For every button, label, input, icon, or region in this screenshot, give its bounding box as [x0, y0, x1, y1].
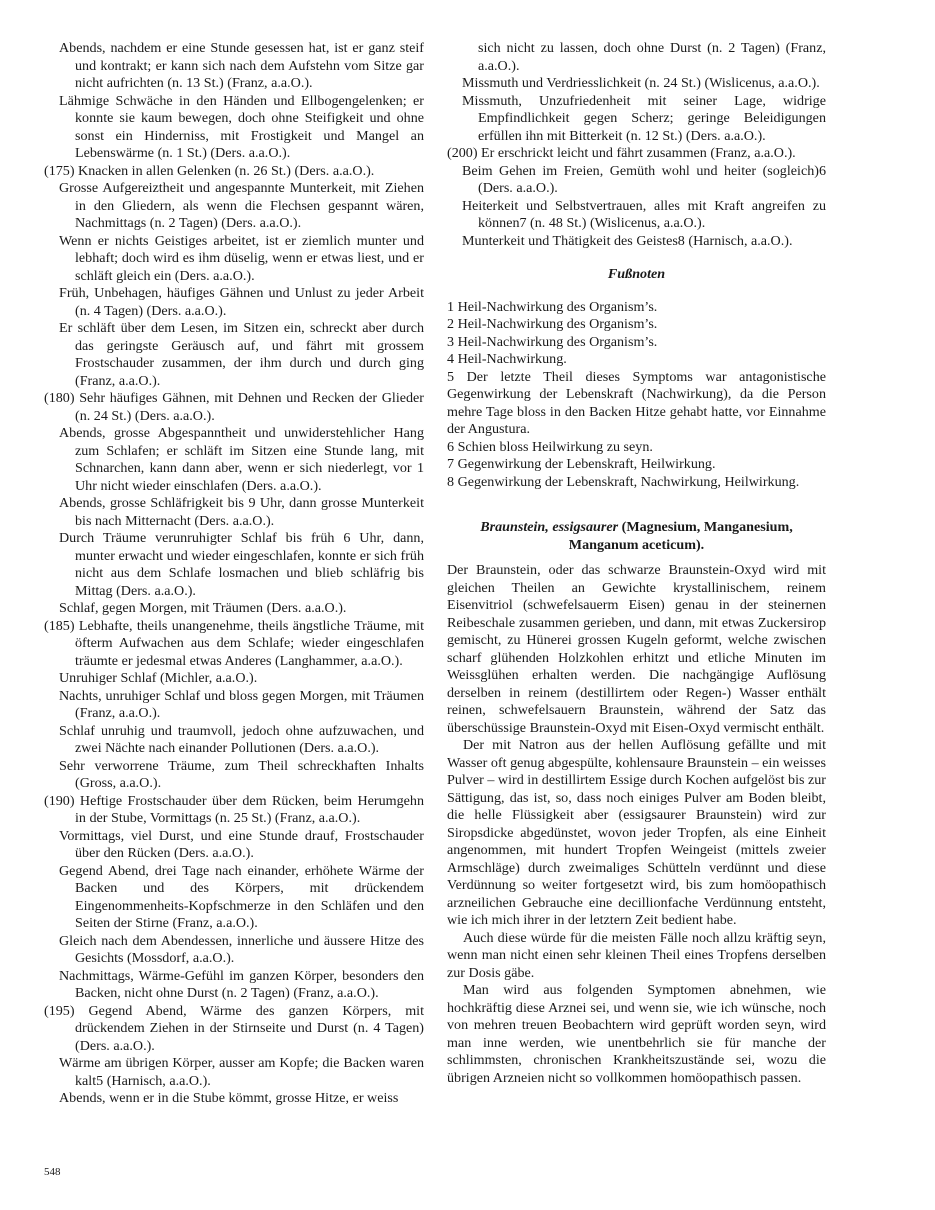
footnote-item: 1 Heil-Nachwirkung des Organism’s. — [447, 298, 658, 315]
footnote-item: 4 Heil-Nachwirkung. — [447, 351, 567, 367]
symptom-entry: (185) Lebhafte, theils unangenehme, theils ängstliche Träume, mit öfterm Aufwachen aus dem Schlafe; wieder eingeschlafen träumte er jedesmal etwas Anderes (Langhammer, a.a.O.). — [44, 617, 424, 669]
section-body — [447, 562, 826, 1087]
symptom-entry: Missmuth und Verdriesslichkeit (n. 24 St.) (Wislicenus, a.a.O.). — [462, 75, 820, 91]
symptom-entry: Schlaf unruhig und traumvoll, jedoch ohne aufzuwachen, und zwei Nächte nach einander Pollutionen (Ders. a.a.O.). — [59, 722, 424, 756]
symptom-entry: Schlaf, gegen Morgen, mit Träumen (Ders. a.a.O.). — [59, 600, 347, 616]
footnote-item: 6 Schien bloss Heilwirkung zu seyn. — [447, 438, 653, 455]
symptom-entry: Wenn er nichts Geistiges arbeitet, ist er ziemlich munter und lebhaft; doch wird es ihm düselig, wenn er etwas liest, und er schläft gleich ein (Ders. a.a.O.). — [59, 232, 424, 284]
body-paragraph: Der mit Natron aus der hellen Auflösung gefällte und mit Wasser oft genug abgespülte, kohlensaure Braunstein – ein weisses Pulver – wird in destillirtem Essige durch Kochen aufgelöst bis zur Sättigung, das ist, so, dass noch einiges Pulver am Boden bleibt, die helle Flüssigkeit aber (essigsaurer Braunstein) wird zur Siropsdicke abgedünstet, wovon jeder Tropfen, als eine Einheit angenommen, mit hundert Tropfen Weingeist (mittels zweier Armschläge) durch zweimaliges Schütteln verdünnt und diese Verdünnung so weiter fortgesetzt wird, bis zum homöopathisch arzneilichen Gebrauche eine decillionfache Verdünnung entsteht, wie ich mich ihrer in der letztern Zeit bedient habe. — [447, 737, 826, 928]
footnote-item: 7 Gegenwirkung der Lebenskraft, Heilwirkung. — [447, 456, 716, 472]
symptom-entry: Abends, grosse Schläfrigkeit bis 9 Uhr, dann grosse Munterkeit bis nach Mitternacht (Ders. a.a.O.). — [59, 495, 424, 529]
symptom-entry: Früh, Unbehagen, häufiges Gähnen und Unlust zu jeder Arbeit (n. 4 Tagen) (Ders. a.a.O.). — [59, 285, 424, 319]
footnotes-heading: Fußnoten — [607, 266, 666, 282]
symptom-entry: Gegend Abend, drei Tage nach einander, erhöhete Wärme der Backen und des Körpers, mit drückendem Eingenommenheits-Kopfschmerze in den Schläfen und den Seiten der Stirne (Franz, a.a.O.). — [59, 862, 424, 931]
symptom-entry: (195) Gegend Abend, Wärme des ganzen Körpers, mit drückendem Ziehen in der Stirnseite und Durst (n. 4 Tagen) (Ders. a.a.O.). — [44, 1002, 424, 1054]
symptom-entry: Missmuth, Unzufriedenheit mit seiner Lage, widrige Empfindlichkeit gegen Scherz; geringe Beleidigungen erfüllen ihn mit Bitterkeit (n. 12 St.) (Ders. a.a.O.). — [462, 92, 826, 144]
footnotes-list — [447, 299, 826, 492]
section-heading-italic: Braunstein, essigsaurer — [480, 519, 619, 535]
symptom-entry: (190) Heftige Frostschauder über dem Rücken, beim Herumgehn in der Stube, Vormittags (n. 25 St.) (Franz, a.a.O.). — [44, 792, 424, 826]
symptom-entry: Abends, nachdem er eine Stunde gesessen hat, ist er ganz steif und kontrakt; er kann sich nach dem Aufstehn vom Sitze gar nicht aufrichten (n. 13 St.) (Franz, a.a.O.). — [59, 40, 424, 91]
symptom-entry: Abends, wenn er in die Stube kömmt, grosse Hitze, er weiss — [59, 1090, 399, 1106]
section-heading — [447, 519, 826, 554]
symptom-entry: Gleich nach dem Abendessen, innerliche und äussere Hitze des Gesichts (Mossdorf, a.a.O.). — [59, 932, 424, 966]
symptom-entry: (200) Er erschrickt leicht und fährt zusammen (Franz, a.a.O.). — [447, 145, 796, 161]
page-number: 548 — [44, 1166, 61, 1178]
footnote-item: 2 Heil-Nachwirkung des Organism’s. — [447, 316, 658, 332]
body-paragraph: Man wird aus folgenden Symptomen abnehmen, wie hochkräftig diese Arznei sei, und wenn sie, wie ich wünsche, noch von mehren treuen Beobachtern wird geprüft worden seyn, wird man inne werden, wie unentbehrlich sie für manche der schlimmsten, chronischen Krankheitszustände sei, wozu die übrigen Arzneien nicht so vollkommen homöopathisch passen. — [447, 982, 826, 1086]
body-paragraph: Der Braunstein, oder das schwarze Braunstein-Oxyd wird mit gleichen Theilen an Gewichte krystallinischem, reinem Eisenvitriol (schwefelsauerm Eisen) genau in der steinernen Reibeschale zusammen gerieben, und dann, mit etwas Zuckersirop gemischt, zu Hünerei grossen Kugeln geformt, welche zwischen scharf glühenden Holzkohlen erhitzt und etliche Minuten im Weissglühen erhalten werden. Die nachgängige Auflösung derselben in reinem (destillirtem oder Regen-) Wasser enthält reinen, schwefelsauern Braunstein, während der Satz das überschüssige Braunstein-Oxyd mit Eisen-Oxyd vermischt enthält. — [447, 562, 826, 736]
symptom-entry: Er schläft über dem Lesen, im Sitzen ein, schreckt aber durch das geringste Geräusch auf, und fährt mit grossem Frostschauder zusammen, der ihm durch und durch ging (Franz, a.a.O.). — [59, 320, 424, 389]
symptom-list-continued — [447, 40, 826, 250]
symptom-entry: Heiterkeit und Selbstvertrauen, alles mit Kraft angreifen zu können7 (n. 48 St.) (Wislicenus, a.a.O.). — [462, 197, 826, 231]
section-heading-rest: (Magnesium, Manganesium, Manganum aceticum). — [568, 519, 793, 553]
symptom-entry: Beim Gehen im Freien, Gemüth wohl und heiter (sogleich)6 (Ders. a.a.O.). — [462, 162, 826, 196]
symptom-entry: Unruhiger Schlaf (Michler, a.a.O.). — [59, 670, 258, 686]
footnote-item: 3 Heil-Nachwirkung des Organism’s. — [447, 333, 658, 350]
symptom-entry: Wärme am übrigen Körper, ausser am Kopfe; die Backen waren kalt5 (Harnisch, a.a.O.). — [59, 1055, 424, 1089]
symptom-entry: Grosse Aufgereiztheit und angespannte Munterkeit, mit Ziehen in den Gliedern, als wenn die Flechsen gespannt wären, Nachmittags (n. 2 Tagen) (Ders. a.a.O.). — [59, 180, 424, 231]
symptom-entry: Abends, grosse Abgespanntheit und unwiderstehlicher Hang zum Schlafen; er schläft im Sitzen eine Stunde lang, mit Schnarchen, kann dann aber, wenn er sich niederlegt, vor 1 Uhr nicht wieder einschlafen (Ders. a.a.O.). — [59, 425, 424, 494]
symptom-entry: Nachts, unruhiger Schlaf und bloss gegen Morgen, mit Träumen (Franz, a.a.O.). — [59, 687, 424, 721]
footnote-item: 8 Gegenwirkung der Lebenskraft, Nachwirkung, Heilwirkung. — [447, 473, 800, 490]
footnote-item: 5 Der letzte Theil dieses Symptoms war antagonistische Gegenwirkung der Lebenskraft (Nachwirkung), da die Person mehre Tage bloss in den Backen Hitze gehabt hatte, vor Einnahme der Angustura. — [447, 368, 826, 437]
symptom-entry: sich nicht zu lassen, doch ohne Durst (n. 2 Tagen) (Franz, a.a.O.). — [478, 40, 826, 74]
symptom-entry: Munterkeit und Thätigkeit des Geistes8 (Harnisch, a.a.O.). — [462, 232, 793, 249]
symptom-entry: Vormittags, viel Durst, und eine Stunde drauf, Frostschauder über den Rücken (Ders. a.a.O.). — [59, 827, 424, 861]
symptom-entry: Lähmige Schwäche in den Händen und Ellbogengelenken; er konnte sie kaum bewegen, doch ohne Steifigkeit und ohne sonst ein Hinderniss, mit Frostigkeit und Mangel an Lebenswärme (n. 1 St.) (Ders. a.a.O.). — [59, 92, 424, 161]
left-column — [44, 40, 424, 1108]
right-column — [447, 40, 826, 1087]
body-paragraph: Auch diese würde für die meisten Fälle noch allzu kräftig seyn, wenn man nicht einen sehr kleinen Theil eines Tropfens derselben zur Dosis gäbe. — [447, 929, 826, 981]
symptom-entry: (180) Sehr häufiges Gähnen, mit Dehnen und Recken der Glieder (n. 24 St.) (Ders. a.a.O.). — [44, 390, 424, 424]
symptom-entry: (175) Knacken in allen Gelenken (n. 26 St.) (Ders. a.a.O.). — [44, 162, 375, 179]
symptom-entry: Nachmittags, Wärme-Gefühl im ganzen Körper, besonders den Backen, nicht ohne Durst (n. 2 Tagen) (Franz, a.a.O.). — [59, 967, 424, 1001]
symptom-entry: Durch Träume verunruhigter Schlaf bis früh 6 Uhr, dann, munter erwacht und wieder eingeschlafen, konnte er sich früh nicht aus dem Schlafe losmachen und blieb schläfrig bis Mittag (Ders. a.a.O.). — [59, 530, 424, 599]
symptom-entry: Sehr verworrene Träume, zum Theil schreckhaften Inhalts (Gross, a.a.O.). — [59, 757, 424, 791]
